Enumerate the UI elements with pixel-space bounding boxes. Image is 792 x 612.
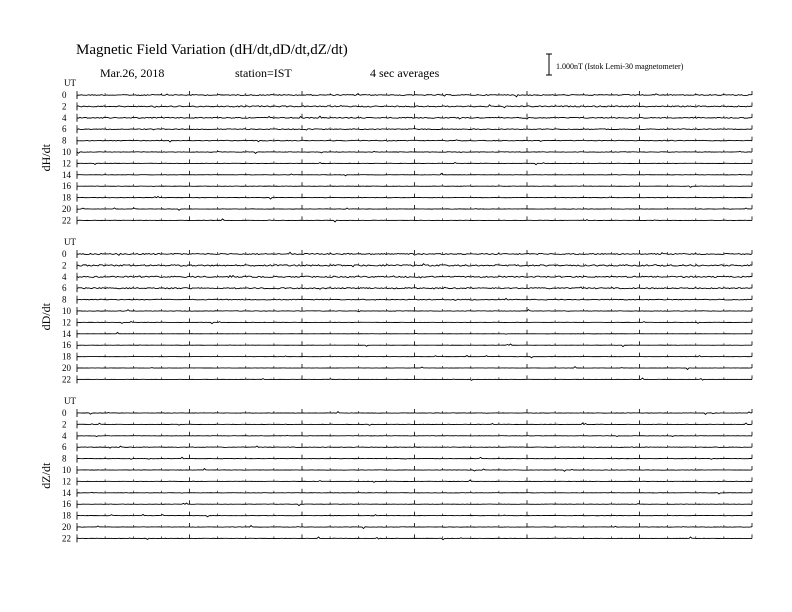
scale-bar [546,54,684,75]
row-hour-label: 0 [62,249,67,259]
row-hour-label: 18 [62,351,71,362]
row-hour-label: 10 [62,465,71,475]
row-hour-label: 8 [62,135,67,146]
row-hour-label: 20 [62,363,71,373]
row-hour-label: 16 [62,499,71,510]
trace-line [77,492,752,496]
scale-bar-label: 1.000nT (Istok Lemi-30 magnetometer) [556,62,684,71]
averaging-label: 4 sec averages [370,66,440,80]
row-hour-label: 20 [62,522,71,532]
date-label: Mar.26, 2018 [100,66,165,80]
row-hour-label: 22 [62,215,71,226]
row-hour-label: 22 [62,374,71,385]
ut-axis-label: UT [64,78,76,88]
row-hour-label: 18 [62,192,71,203]
panel-ylabel: dZ/dt [39,462,53,489]
panel-dD-dt [39,237,752,384]
row-hour-label: 4 [62,112,67,123]
row-hour-label: 8 [62,294,67,305]
row-hour-label: 0 [62,90,67,100]
station-label: station=IST [235,66,292,80]
row-hour-label: 4 [62,271,67,282]
row-hour-label: 6 [62,283,67,294]
row-hour-label: 2 [62,101,67,112]
panel-dH-dt [39,78,752,225]
row-hour-label: 22 [62,533,71,544]
panel-ylabel: dD/dt [39,303,53,331]
trace-line [77,151,752,156]
ut-axis-label: UT [64,237,76,247]
row-hour-label: 6 [62,124,67,135]
panels [39,78,752,543]
row-hour-label: 16 [62,340,71,351]
row-hour-label: 20 [62,204,71,214]
row-hour-label: 18 [62,510,71,521]
trace-line [77,186,752,190]
panel-dZ-dt [39,396,752,543]
row-hour-label: 12 [62,158,71,169]
row-hour-label: 4 [62,430,67,441]
row-hour-label: 10 [62,306,71,316]
row-hour-label: 6 [62,442,67,453]
row-hour-label: 12 [62,317,71,328]
row-hour-label: 14 [62,487,71,498]
chart-title: Magnetic Field Variation (dH/dt,dD/dt,dZ/dt) [76,42,348,58]
panel-ylabel: dH/dt [39,144,53,172]
row-hour-label: 16 [62,181,71,192]
row-hour-label: 0 [62,408,67,418]
row-hour-label: 2 [62,419,67,430]
row-hour-label: 14 [62,328,71,339]
row-hour-label: 14 [62,169,71,180]
row-hour-label: 2 [62,260,67,271]
ut-axis-label: UT [64,396,76,406]
row-hour-label: 8 [62,453,67,464]
row-hour-label: 12 [62,476,71,487]
trace-line [77,435,752,439]
row-hour-label: 10 [62,147,71,157]
